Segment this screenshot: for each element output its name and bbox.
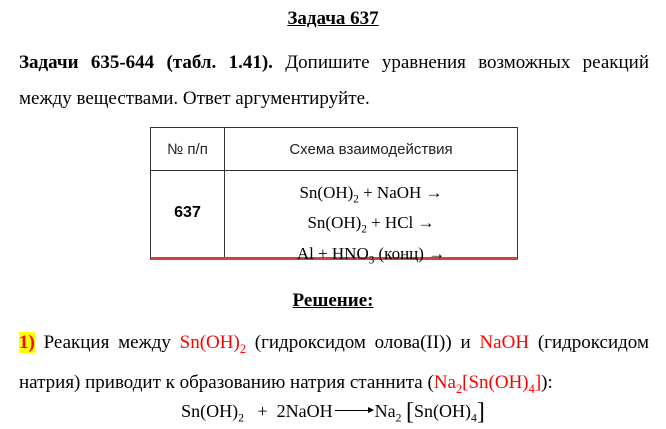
- task-statement: [19, 45, 649, 117]
- task-range: Задачи 635-644 (табл. 1.41).: [19, 52, 273, 73]
- scheme-1: $Sn(OH)_2$ + NaOH →: [299, 183, 443, 206]
- scheme-3: $Al + HNO_3$ (конц) →: [296, 243, 446, 267]
- reaction-arrow: [335, 410, 373, 411]
- solution-paragraph-1: 1) Реакция между $Sn(OH)_2$ (гидроксидом олова(II)) и NaOH (гидроксидом натрия) приводит к образованию натрия станнита $(Na_2[Sn(OH)_4])$:: [19, 332, 649, 396]
- step-marker: 1): [19, 332, 35, 353]
- header-schema: Схема взаимодействия: [289, 141, 453, 158]
- formula-product: $Na_2[Sn(OH)_4]$: [433, 371, 542, 396]
- scheme-2: $Sn(OH)_2$ + HCl →: [307, 213, 435, 236]
- reaction-table: [150, 127, 518, 267]
- formula-sn-oh2: $Sn(OH)_2$: [179, 332, 246, 356]
- reaction-schemes: [225, 181, 517, 272]
- formula-naoh: NaOH: [479, 332, 530, 353]
- row-number: 637: [174, 204, 201, 221]
- task-title: Задача 637: [287, 8, 379, 29]
- reaction-equation: $Sn(OH)_2$ + 2NaOH $Na_2$ $[Sn(OH)_4]$: [181, 399, 485, 425]
- task-text: Допишите уравнения возможных реакций между веществами. Ответ аргументируйте.: [19, 52, 650, 109]
- header-number: № п/п: [167, 141, 208, 158]
- solution-title: Решение:: [292, 290, 374, 311]
